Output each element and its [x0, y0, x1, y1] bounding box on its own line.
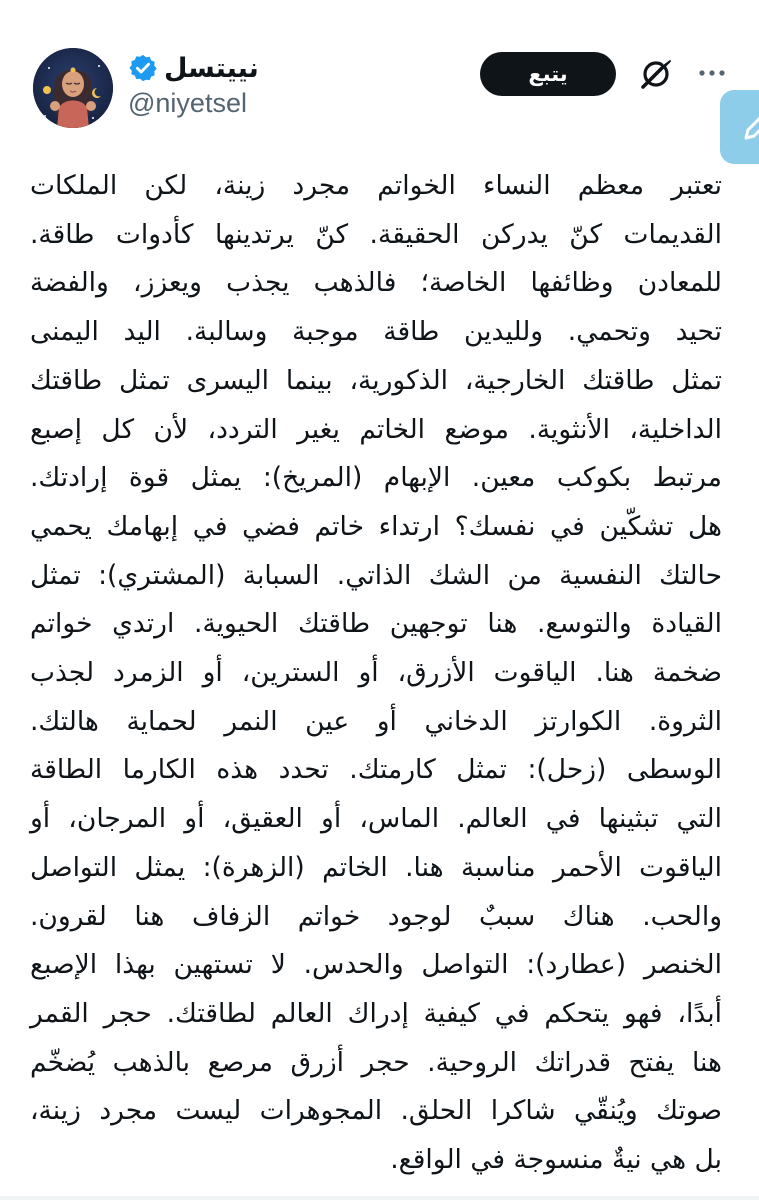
tweet-line: تحيد وتحمي. ولليدين طاقة موجبة وسالبة. اليد اليمنى [30, 316, 722, 348]
name-row [128, 50, 259, 86]
tweet-line: تعتبر معظم النساء الخواتم مجرد زينة، لكن الملكات [30, 170, 722, 201]
tweet-line: القديمات كنّ يدركن الحقيقة. كنّ يرتدينها كأدوات طاقة. [30, 218, 722, 250]
tweet-line: الداخلية، الأنثوية. موضع الخاتم يغير التردد، لأن كل إصبع [30, 413, 722, 445]
avatar[interactable] [33, 48, 113, 128]
divider [0, 1196, 759, 1200]
more-dots-icon[interactable] [697, 58, 727, 88]
compose-pencil-icon [738, 108, 759, 148]
tweet-line: الوسطى (زحل): تمثل كارمتك. تحدد هذه الكارما الطاقة [30, 754, 722, 786]
handle: @niyetsel [128, 88, 247, 118]
tweet-text [30, 162, 722, 1185]
tweet-line: صوتك ويُنقّي شاكرا الحلق. المجوهرات ليست مجرد زينة، [30, 1095, 722, 1127]
tweet-line: حالتك النفسية من الشك الذاتي. السبابة (المشتري): تمثل [30, 559, 722, 591]
tweet-line: تمثل طاقتك الخارجية، الذكورية، بينما اليسرى تمثل طاقتك [30, 364, 722, 396]
author-block[interactable] [128, 50, 259, 119]
tweet-line: هل تشكّين في نفسك؟ ارتداء خاتم فضي في إبهامك يحمي [30, 510, 722, 542]
tweet-line: ضخمة هنا. الياقوت الأزرق، أو السترين، أو الزمرد لجذب [30, 657, 722, 689]
compose-button[interactable] [720, 90, 759, 164]
display-name[interactable]: نييتسل [164, 52, 259, 84]
tweet-line: والحب. هناك سببٌ لوجود خواتم الزفاف هنا لقرون. [30, 900, 722, 932]
tweet-line: بل هي نيةٌ منسوجة في الواقع. [390, 1144, 722, 1176]
follow-button[interactable]: يتبع [480, 52, 616, 96]
tweet-line: مرتبط بكوكب معين. الإبهام (المريخ): يمثل قوة إرادتك. [30, 462, 722, 494]
tweet-line: الخنصر (عطارد): التواصل والحدس. لا تستهين بهذا الإصبع [30, 949, 722, 981]
tweet-line: التي تبثينها في العالم. الماس، أو العقيق، أو المرجان، أو [30, 803, 722, 835]
tweet-line: القيادة والتوسع. هنا توجهين طاقتك الحيوية. ارتدي خواتم [30, 608, 722, 640]
tweet-line: أبدًا، فهو يتحكم في كيفية إدراك العالم لطاقتك. حجر القمر [30, 997, 722, 1029]
grok-slash-icon[interactable] [636, 54, 676, 94]
tweet-line: هنا يفتح قدراتك الروحية. حجر أزرق مرصع بالذهب يُضخّم [30, 1046, 722, 1078]
tweet-line: الثروة. الكوارتز الدخاني أو عين النمر لحماية هالتك. [30, 705, 722, 737]
tweet-line: الياقوت الأحمر مناسبة هنا. الخاتم (الزهرة): يمثل التواصل [30, 851, 722, 883]
verified-badge-icon [128, 53, 158, 83]
avatar-illustration-icon [33, 48, 113, 128]
tweet-line: للمعادن وظائفها الخاصة؛ فالذهب يجذب ويعزز، والفضة [30, 267, 722, 299]
